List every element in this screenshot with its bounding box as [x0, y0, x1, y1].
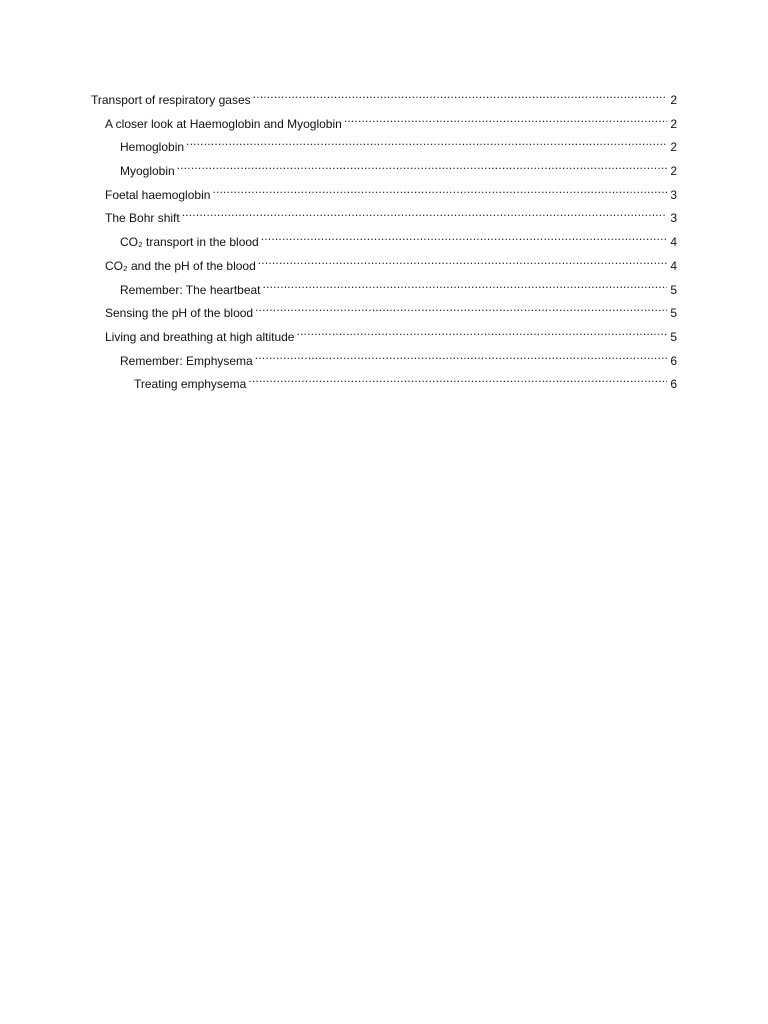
toc-entry-page[interactable]: 2 — [670, 164, 677, 179]
toc-entry-page[interactable]: 6 — [670, 377, 677, 392]
toc-entry[interactable] — [91, 368, 677, 392]
toc-entry[interactable] — [91, 297, 677, 321]
toc-entry-page[interactable]: 6 — [670, 353, 677, 368]
toc-entry-title[interactable]: Sensing the pH of the blood — [105, 306, 254, 321]
toc-entry-page[interactable]: 5 — [670, 306, 677, 321]
toc-entry-page[interactable]: 2 — [670, 116, 677, 131]
toc-dot-leader — [182, 202, 667, 222]
toc-entry-page[interactable]: 5 — [670, 282, 677, 297]
toc-entry-title[interactable]: Remember: The heartbeat — [120, 282, 261, 297]
toc-entry-page[interactable]: 4 — [670, 235, 677, 250]
toc-entry-page[interactable]: 2 — [670, 140, 677, 155]
toc-entry-title[interactable]: Treating emphysema — [134, 377, 247, 392]
toc-entry-title[interactable]: Living and breathing at high altitude — [105, 329, 295, 344]
toc-entry-page[interactable]: 4 — [670, 258, 677, 273]
toc-entry[interactable] — [91, 202, 677, 226]
toc-entry[interactable] — [91, 274, 677, 298]
toc-entry-title[interactable]: Transport of respiratory gases — [91, 93, 251, 107]
toc-entry[interactable] — [91, 345, 677, 369]
toc-entry-page[interactable]: 5 — [670, 329, 677, 344]
toc-entry-page[interactable]: 3 — [670, 211, 677, 226]
toc-entry-title[interactable]: CO₂ and the pH of the blood — [105, 258, 256, 273]
toc-entry-title[interactable]: Foetal haemoglobin — [105, 187, 211, 202]
toc-dot-leader — [296, 321, 667, 341]
toc-entry[interactable] — [91, 321, 677, 345]
toc-entry-page[interactable]: 3 — [670, 187, 677, 202]
toc-entry[interactable] — [91, 179, 677, 203]
toc-entry[interactable] — [91, 84, 677, 108]
toc-dot-leader — [248, 368, 667, 388]
toc-dot-leader — [212, 179, 667, 199]
toc-entry-title[interactable]: CO₂ transport in the blood — [120, 235, 259, 250]
toc-entry[interactable] — [91, 155, 677, 179]
toc-dot-leader — [186, 131, 667, 151]
toc-dot-leader — [255, 345, 667, 365]
toc-dot-leader — [255, 297, 667, 317]
toc-entry[interactable] — [91, 250, 677, 274]
toc-entry-title[interactable]: Remember: Emphysema — [120, 353, 253, 368]
toc-dot-leader — [344, 108, 667, 128]
toc-entry-title[interactable]: Myoglobin — [120, 164, 175, 179]
toc-entry[interactable] — [91, 108, 677, 132]
toc-dot-leader — [258, 250, 667, 270]
table-of-contents — [91, 84, 677, 392]
toc-entry[interactable] — [91, 226, 677, 250]
toc-entry-title[interactable]: Hemoglobin — [120, 140, 185, 155]
toc-entry[interactable] — [91, 131, 677, 155]
toc-entry-title[interactable]: A closer look at Haemoglobin and Myoglobin — [105, 116, 342, 131]
toc-dot-leader — [261, 226, 667, 246]
toc-dot-leader — [253, 84, 667, 104]
toc-entry-title[interactable]: The Bohr shift — [105, 211, 180, 226]
toc-dot-leader — [177, 155, 667, 175]
toc-entry-page[interactable]: 2 — [670, 93, 677, 107]
toc-dot-leader — [263, 274, 667, 294]
